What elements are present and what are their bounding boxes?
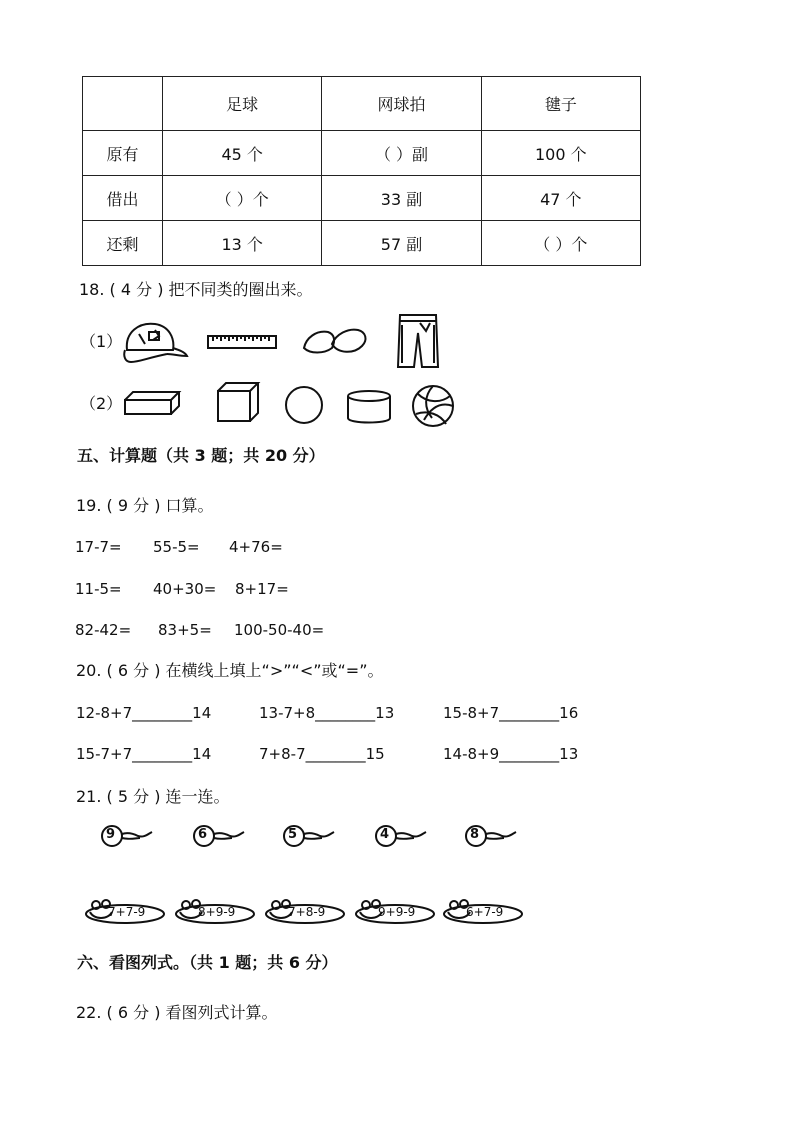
- pants-icon: [396, 313, 440, 369]
- q19-expr: 100-50-40=: [234, 621, 325, 639]
- question-22-title: 22. ( 6 分 ) 看图列式计算。: [76, 1003, 278, 1022]
- q19-expr: 17-7=: [75, 538, 122, 556]
- tadpole-number: 6: [198, 827, 208, 842]
- table-header-cell: 毽子: [481, 77, 640, 131]
- q20-expr: 15-8+7________16: [443, 704, 579, 722]
- question-21-title: 21. ( 5 分 ) 连一连。: [76, 787, 230, 806]
- tadpole-number: 8: [470, 827, 480, 842]
- table-cell: 57 副: [322, 221, 481, 266]
- row-label: 还剩: [83, 221, 163, 266]
- cube-icon: [216, 381, 260, 423]
- cuboid-icon: [123, 390, 181, 416]
- table-row: [83, 221, 641, 266]
- table-cell: 100 个: [481, 131, 640, 176]
- section-6-title: 六、看图列式。（共 1 题；共 6 分）: [77, 953, 338, 972]
- frog-card: [442, 896, 524, 926]
- q20-expr: 14-8+9________13: [443, 745, 579, 763]
- table-row: [83, 176, 641, 221]
- frog-expression: 9+9-9: [378, 905, 416, 919]
- table-cell: 33 副: [322, 176, 481, 221]
- frog-expression: 6+7-9: [466, 905, 504, 919]
- question-20-title: 20. ( 6 分 ) 在横线上填上“>”“<”或“=”。: [76, 661, 384, 680]
- tadpole-number: 4: [380, 827, 390, 842]
- frog-expression: 7+8-9: [288, 905, 326, 919]
- stock-table: [82, 76, 641, 266]
- q20-expr: 13-7+8________13: [259, 704, 395, 722]
- q20-expr: 12-8+7________14: [76, 704, 212, 722]
- tadpole-number: 9: [106, 827, 116, 842]
- cap-icon: [117, 318, 189, 366]
- frog-expression: 7+7-9: [108, 905, 146, 919]
- table-cell: （ ）个: [481, 221, 640, 266]
- table-header-cell: [83, 77, 163, 131]
- table-cell: （ ）副: [322, 131, 481, 176]
- section-5-title: 五、计算题（共 3 题；共 20 分）: [77, 446, 325, 465]
- q19-expr: 83+5=: [158, 621, 212, 639]
- q19-expr: 55-5=: [153, 538, 200, 556]
- circle-icon: [284, 385, 324, 425]
- table-header-row: [83, 77, 641, 131]
- frog-expression: 8+9-9: [198, 905, 236, 919]
- tadpole-card: [100, 824, 154, 848]
- frog-card: [174, 896, 256, 926]
- ruler-icon: [207, 334, 277, 350]
- table-header-cell: 足球: [163, 77, 322, 131]
- frog-card: [354, 896, 436, 926]
- q19-expr: 40+30=: [153, 580, 217, 598]
- ball-icon: [410, 384, 456, 428]
- table-cell: 13 个: [163, 221, 322, 266]
- q19-expr: 8+17=: [235, 580, 289, 598]
- tadpole-card: [464, 824, 518, 848]
- table-cell: （ ）个: [163, 176, 322, 221]
- q20-expr: 15-7+7________14: [76, 745, 212, 763]
- table-header-cell: 网球拍: [322, 77, 481, 131]
- q19-expr: 82-42=: [75, 621, 132, 639]
- frog-card: [264, 896, 346, 926]
- q20-expr: 7+8-7________15: [259, 745, 385, 763]
- sandal-icon: [302, 322, 368, 358]
- table-cell: 45 个: [163, 131, 322, 176]
- q19-expr: 4+76=: [229, 538, 283, 556]
- q18-row1-label: （1）: [80, 332, 123, 351]
- q19-expr: 11-5=: [75, 580, 122, 598]
- frog-card: [84, 896, 166, 926]
- question-19-title: 19. ( 9 分 ) 口算。: [76, 496, 214, 515]
- tadpole-card: [282, 824, 336, 848]
- table-row: [83, 131, 641, 176]
- row-label: 原有: [83, 131, 163, 176]
- tadpole-card: [374, 824, 428, 848]
- question-18-title: 18. ( 4 分 ) 把不同类的圈出来。: [79, 280, 313, 299]
- cylinder-icon: [346, 389, 392, 425]
- table-cell: 47 个: [481, 176, 640, 221]
- tadpole-number: 5: [288, 827, 298, 842]
- q18-row2-label: （2）: [80, 394, 123, 413]
- tadpole-card: [192, 824, 246, 848]
- row-label: 借出: [83, 176, 163, 221]
